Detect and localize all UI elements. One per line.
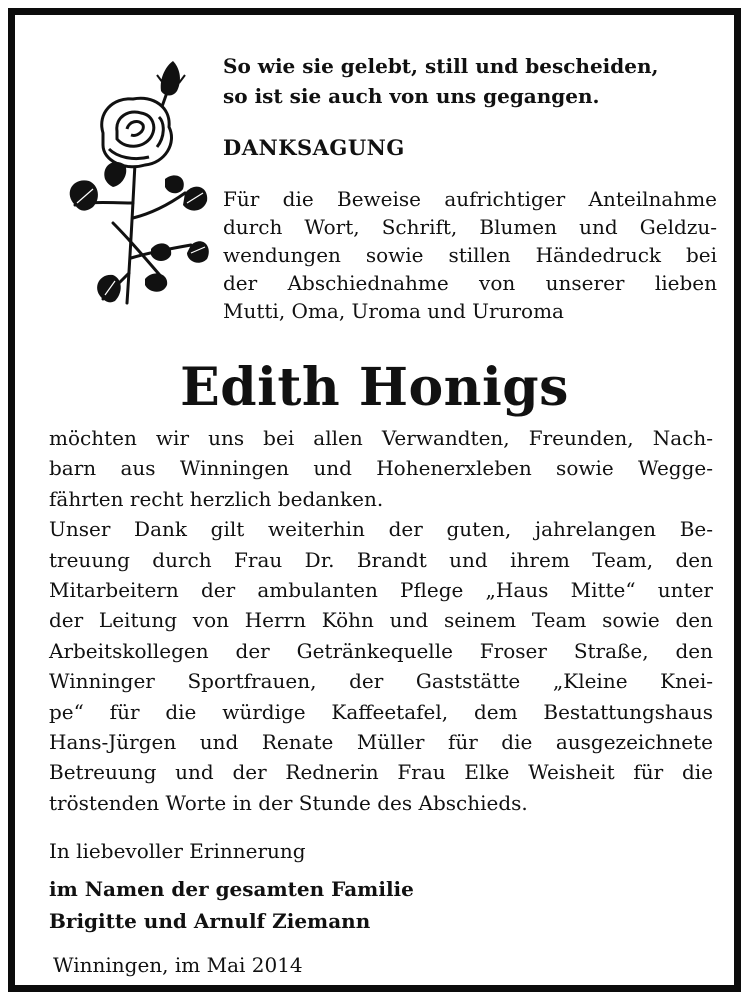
deceased-name: Edith Honigs — [180, 357, 569, 418]
body-line: Unser Dank gilt weiterhin der guten, jahrelangen Be- — [49, 517, 713, 542]
intro-line: der Abschiednahme von unserer lieben — [223, 271, 717, 295]
signatories: Brigitte und Arnulf Ziemann — [49, 909, 371, 933]
body-line: tröstenden Worte in der Stunde des Abschieds. — [49, 790, 528, 815]
body-line: fährten recht herzlich bedanken. — [49, 486, 384, 511]
intro-paragraph — [223, 185, 717, 325]
motto — [223, 51, 723, 111]
body-line: Hans-Jürgen und Renate Müller für die ausgezeichnete — [49, 730, 713, 755]
body-line: möchten wir uns bei allen Verwandten, Freunden, Nach- — [49, 426, 713, 450]
body-line: der Leitung von Herrn Köhn und seinem Team sowie den — [49, 608, 713, 633]
body-paragraph — [49, 423, 713, 818]
remembrance-line: In liebevoller Erinnerung — [49, 839, 306, 863]
intro-line: Mutti, Oma, Uroma und Ururoma — [223, 299, 564, 323]
motto-line: so ist sie auch von uns gegangen. — [223, 84, 600, 108]
body-line: pe“ für die würdige Kaffeetafel, dem Bestattungshaus — [49, 699, 713, 724]
body-line: barn aus Winningen und Hohenerxleben sowie Wegge- — [49, 456, 713, 481]
intro-line: durch Wort, Schrift, Blumen und Geldzu- — [223, 215, 717, 239]
intro-line: Für die Beweise aufrichtiger Anteilnahme — [223, 187, 717, 211]
closing-block — [49, 835, 649, 937]
body-line: Winninger Sportfrauen, der Gaststätte „Kleine Knei- — [49, 669, 713, 694]
obituary-card — [8, 8, 741, 992]
rose-icon — [53, 53, 213, 313]
body-line: Betreuung und der Rednerin Frau Elke Weisheit für die — [49, 760, 713, 785]
heading-danksagung: DANKSAGUNG — [223, 135, 405, 160]
body-line: Mitarbeitern der ambulanten Pflege „Haus Mitte“ unter — [49, 578, 713, 603]
intro-line: wendungen sowie stillen Händedruck bei — [223, 243, 717, 267]
place-date: Winningen, im Mai 2014 — [53, 953, 303, 977]
body-line: treuung durch Frau Dr. Brandt und ihrem Team, den — [49, 547, 713, 572]
body-line: Arbeitskollegen der Getränkequelle Froser Straße, den — [49, 638, 713, 663]
on-behalf-line: im Namen der gesamten Familie — [49, 877, 414, 901]
motto-line: So wie sie gelebt, still und bescheiden, — [223, 54, 659, 78]
